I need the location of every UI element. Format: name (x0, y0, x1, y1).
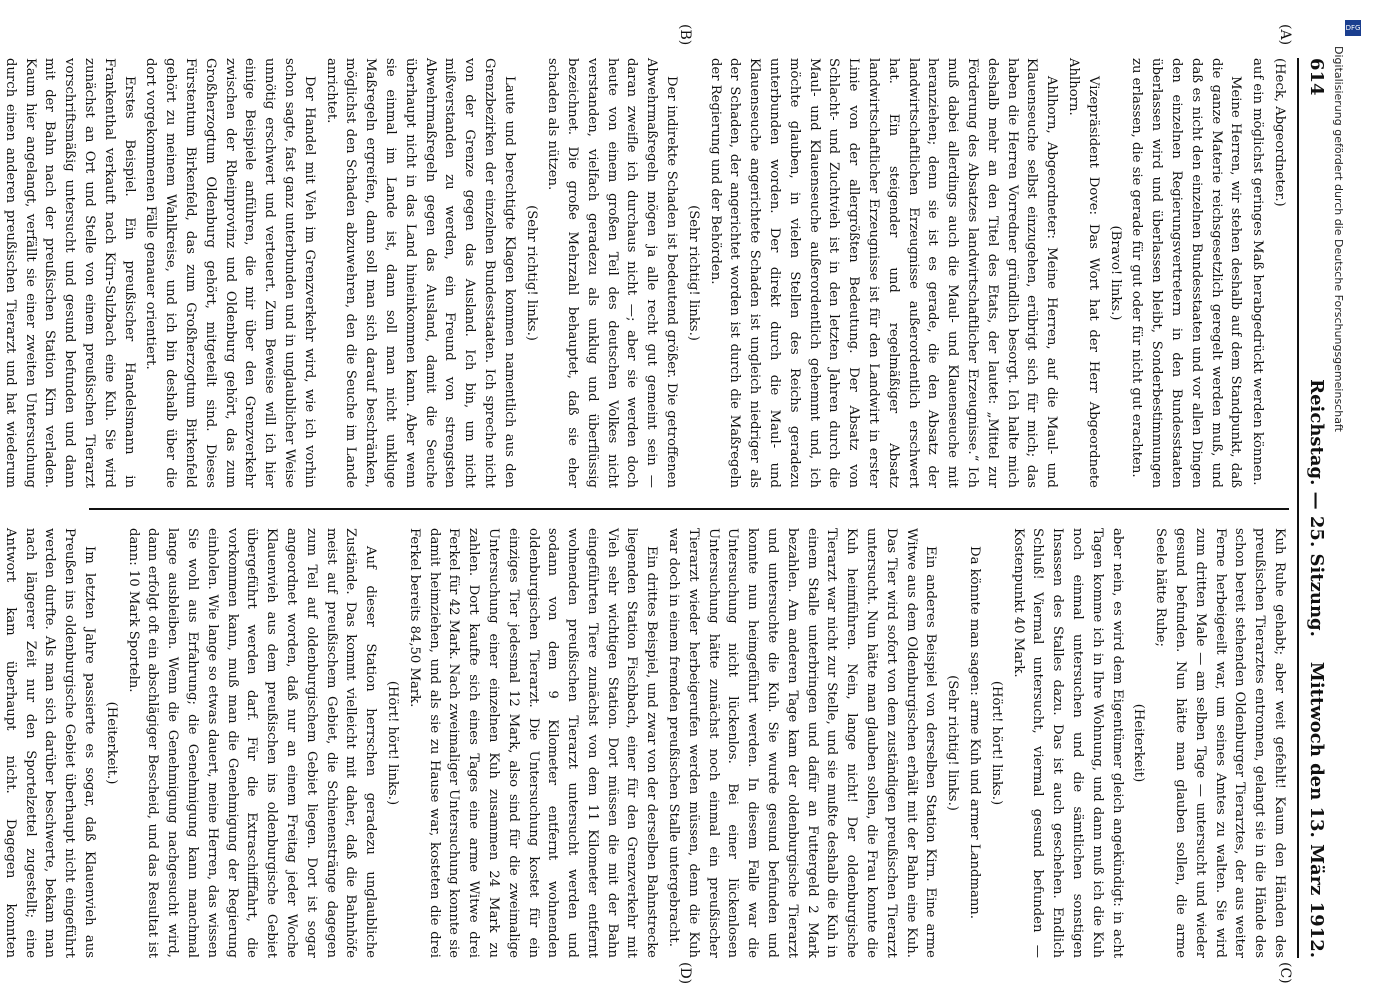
paragraph: Der Handel mit Vieh im Grenzverkehr wird, wie ich vorhin schon sagte, fast ganz unterbunden und in unglaublicher Weise unnötig erschwert und verteuert. Zum Beweise will ich hier einige Beispiele anführen, die mir über den Grenzverkehr zwischen der Rheinprovinz und Oldenburg gehört, das zum Großherzogtum Oldenburg gehört, mitgeteilt sind. Dieses Fürstentum Birkenfeld, das zum Großherzogtum Birkenfeld gehört zu meinem Wahlkreise, und ich bin deshalb über die dort vorgekommenen Fälle genauer orientiert. (143, 58, 317, 488)
interjection: (Sehr richtig! links.) (685, 205, 701, 341)
document-page (2, 24, 1333, 985)
header-title: Reichstag. — 25. Sitzung. (1306, 379, 1327, 637)
paragraph: Da könnte man sagen: arme Kuh und armer Landmann. (967, 546, 983, 919)
paragraph: Im letzten Jahre passierte es sogar, daß Klauenvieh aus Preußen ins oldenburgische Gebiet überhaupt nicht eingeführt werden durfte. Als man sich darüber beschwerte, bekam man nach längerer Zeit nur den Sportelzettel zugestellt; eine Antwort kam überhaupt nicht. Dagegen konnten (2, 528, 97, 958)
paragraph: Der indirekte Schaden ist bedeutend größer. Die getroffenen Abwehrmaßregeln mögen ja alle recht gut gemeint sein — daran zweifle ich durchaus nicht —; aber sie werden doch heute von einem großen Teil des deutschen Volkes nicht verstanden, vielfach geradezu als unklug und überflüssig bezeichnet. Die große Mehrzahl behauptet, daß sie eher schaden als nützen. (545, 58, 680, 488)
interjection: (Heiterkeit) (1131, 703, 1147, 783)
column-separator (89, 508, 1289, 510)
paragraph: Ahlhorn, Abgeordneter: Meine Herren, auf die Maul- und Klauenseuche selbst einzugehen, erübrigt sich für mich; das haben die Herren Vorredner gründlich besorgt. Ich halte mich deshalb mehr an den Titel des Etats, der lautet: „Mittel zur Förderung des Absatzes landwirtschaftlicher Erzeugnisse.“ Ich muß dabei allerdings auch die Maul- und Klauenseuche mit heranziehen; denn sie ist es gerade, die den Absatz der landwirtschaftlichen Erzeugnisse außerordentlich erschwert hat. Ein steigender und regelmäßiger Absatz landwirtschaftlicher Erzeugnisse ist für den Landwirt in erster Linie von der allergrößten Bedeutung. Der Absatz von Schlacht- und Zuchtvieh ist in den letzten Jahren durch die Maul- und Klauenseuche außerordentlich gehemmt und, ich möchte glauben, in vielen Stellen des Reichs geradezu unterbunden worden. Der direkt durch die Maul- und Klauenseuche angerichtete Schaden ist ungleich niedriger als der Schaden, der angerichtet worden ist durch die Maßregeln der Regierung und der Behörden. (707, 58, 1060, 488)
left-column (2, 58, 1289, 488)
paragraph: Ein drittes Beispiel, und zwar von der derselben Bahnstrecke liegenden Station Fischbach, einer für den Grenzverkehr mit Vieh sehr wichtigen Station. Dort müssen die mit der Bahn eingeführten Tiere zunächst von dem 11 Kilometer entfernt wohnenden preußischen Tierarzt untersucht werden und sodann von dem 9 Kilometer entfernt wohnenden oldenburgischen Tierarzt. Die Untersuchung kostet für ein einziges Tier jedesmal 12 Mark, also sind für die zweimalige Untersuchung einer einzelnen Kuh zusammen 24 Mark zu zahlen. Dort kaufte sich eines Tages eine arme Witwe drei Ferkel für 42 Mark. Nach zweimaliger Untersuchung konnte sie damit heimziehen, und als sie zu Hause war, kosteten die drei Ferkel bereits 84,50 Mark. (406, 528, 660, 958)
dfg-logo: DFG (1345, 20, 1361, 36)
paragraph: auf ein möglichst geringes Maß herabgedrückt werden können. (1250, 58, 1266, 486)
paragraph: aber nein, es wird dem Eigentümer gleich angekündigt: in acht Tagen komme ich in Ihre Wohnung, und dann muß ich die Kuh noch einmal untersuchen und die sämtlichen sonstigen Insassen des Stalles dazu. Das ist auch geschehen. Endlich Schluß! Viermal untersucht, viermal gesund befunden — Kostenpunkt 40 Mark. (1010, 528, 1125, 958)
dfg-sidebar (1332, 20, 1361, 960)
page-header (1299, 58, 1333, 958)
paragraph: (Heck, Abgeordneter.) (1272, 58, 1287, 207)
paragraph: Laute und berechtigte Klagen kommen namentlich aus den Grenzbezirken der einzelnen Bundesstaaten. Ich spreche nicht von der Grenze gegen das Ausland. Ich bin, um nicht mißverstanden zu werden, ein Freund von strengsten Abwehrmaßregeln gegen das Ausland, damit die Seuche überhaupt nicht in das Land hineinkommen kann. Aber wenn sie einmal im Lande ist, dann soll man nicht unkluge Maßregeln ergreifen, dann soll man sich darauf beschränken, möglichst den Schaden abzuwehren, den die Seuche im Lande anrichtet. (323, 58, 517, 488)
header-date: Mittwoch den 13. März 1912. (1306, 661, 1327, 958)
interjection: (Heiterkeit.) (103, 701, 119, 785)
paragraph: Meine Herren, wir stehen deshalb auf dem Standpunkt, daß die ganze Materie reichsgesetzlich geregelt werden muß, und daß es nicht den einzelnen Bundesstaaten und vor allen Dingen den einzelnen Regierungsvertretern in den Bundesstaaten überlassen wird und überlassen bleibt, Sonderbestimmungen zu erlassen, die sie gerade für gut oder für nicht gut erachten. (1129, 58, 1244, 488)
paragraph: Kuh Ruhe gehabt; aber weit gefehlt! Kaum den Händen des preußischen Tierarztes entronnen, gelangt sie in die Hände des schon bereit stehenden Oldenburger Tierarztes, der aus weiter Ferne herbeigeeilt war, um seines Amtes zu walten. Sie wird zum dritten Male — am selben Tage — untersucht und wieder gesund befunden. Nun hätte man glauben sollen, die arme Seele hätte Ruhe; (1153, 528, 1287, 958)
interjection: (Hört! hört! links.) (384, 680, 400, 806)
header-rule (1297, 58, 1299, 958)
paragraph: Ein anderes Beispiel von derselben Station Kirn. Eine arme Witwe aus dem Oldenburgischen erhält mit der Bahn eine Kuh. Das Tier wird sofort von dem zuständigen preußischen Tierarzt untersucht. Nun hätte man glauben sollen, die Frau konnte die Kuh heimführen. Nein, lange nicht! Der oldenburgische Tierarzt war nicht zur Stelle, und sie mußte deshalb die Kuh in einem Stalle unterbringen und dafür an Futtergeld 2 Mark bezahlen. Am anderen Tage kam der oldenburgische Tierarzt und untersuchte die Kuh. Sie wurde gesund befunden und konnte nun heimgeführt werden. In diesem Falle war die Untersuchung nicht lückenlos. Bei einer lückenlosen Untersuchung hätte zunächst noch einmal ein preußischer Tierarzt wieder herbeigerufen werden müssen, denn die Kuh war doch in einem fremden preußischen Stalle untergebracht. (666, 528, 939, 958)
right-column (2, 528, 1289, 958)
interjection: (Sehr richtig! links.) (945, 675, 961, 811)
paragraph: Erstes Beispiel. Ein preußischer Handelsmann in Frankenthal verkauft nach Kirn-Sulzbach eine Kuh. Sie wird zunächst an Ort und Stelle von einem preußischen Tierarzt vorschriftsmäßig untersucht und gesund befunden und dann mit der Bahn nach der preußischen Station Kirn verladen. Kaum hier angelangt, verfällt sie einer zweiten Untersuchung durch einen anderen preußischen Tierarzt und hat wiederum (2, 58, 137, 488)
margin-marker-d: (D) (677, 962, 693, 985)
interjection: (Bravo! links.) (1107, 225, 1123, 321)
margin-marker-c: (C) (1277, 962, 1293, 984)
paragraph: Auf dieser Station herrschen geradezu unglaubliche Zustände. Das kommt vielleicht mit daher, daß die Bahnhöfe meist auf preußischem Gebiet, die Schienenstränge dagegen zum Teil auf oldenburgischem Gebiet liegen. Dort ist sogar angeordnet worden, daß nur an einem Freitag jeder Woche Klauenvieh aus dem preußischen ins oldenburgische Gebiet übergeführt werden darf. Für die Extraschifffahrt, die vorkommen kann, muß man die Genehmigung der Regierung einholen. Wie lange so etwas dauert, meine Herren, das wissen Sie wohl aus Erfahrung; die Genehmigung kann manchmal lange ausbleiben. Wenn die Genehmigung nachgesucht wird, dann erfolgt oft ein abschlägiger Bescheid, und das Resultat ist dann: 10 Mark Sporteln. (125, 528, 379, 958)
paragraph: Vizepräsident Dove: Das Wort hat der Herr Abgeordnete Ahlhorn. (1066, 58, 1101, 488)
margin-marker-b: (B) (677, 24, 693, 46)
interjection: (Hört! hört! links.) (988, 680, 1004, 806)
interjection: (Sehr richtig! links.) (523, 205, 539, 341)
page-number: 614 (1306, 58, 1327, 96)
dfg-funding-note: Digitalisierung gefördert durch die Deutsche Forschungsgemeinschaft (1332, 46, 1345, 432)
margin-marker-a: (A) (1277, 24, 1293, 46)
